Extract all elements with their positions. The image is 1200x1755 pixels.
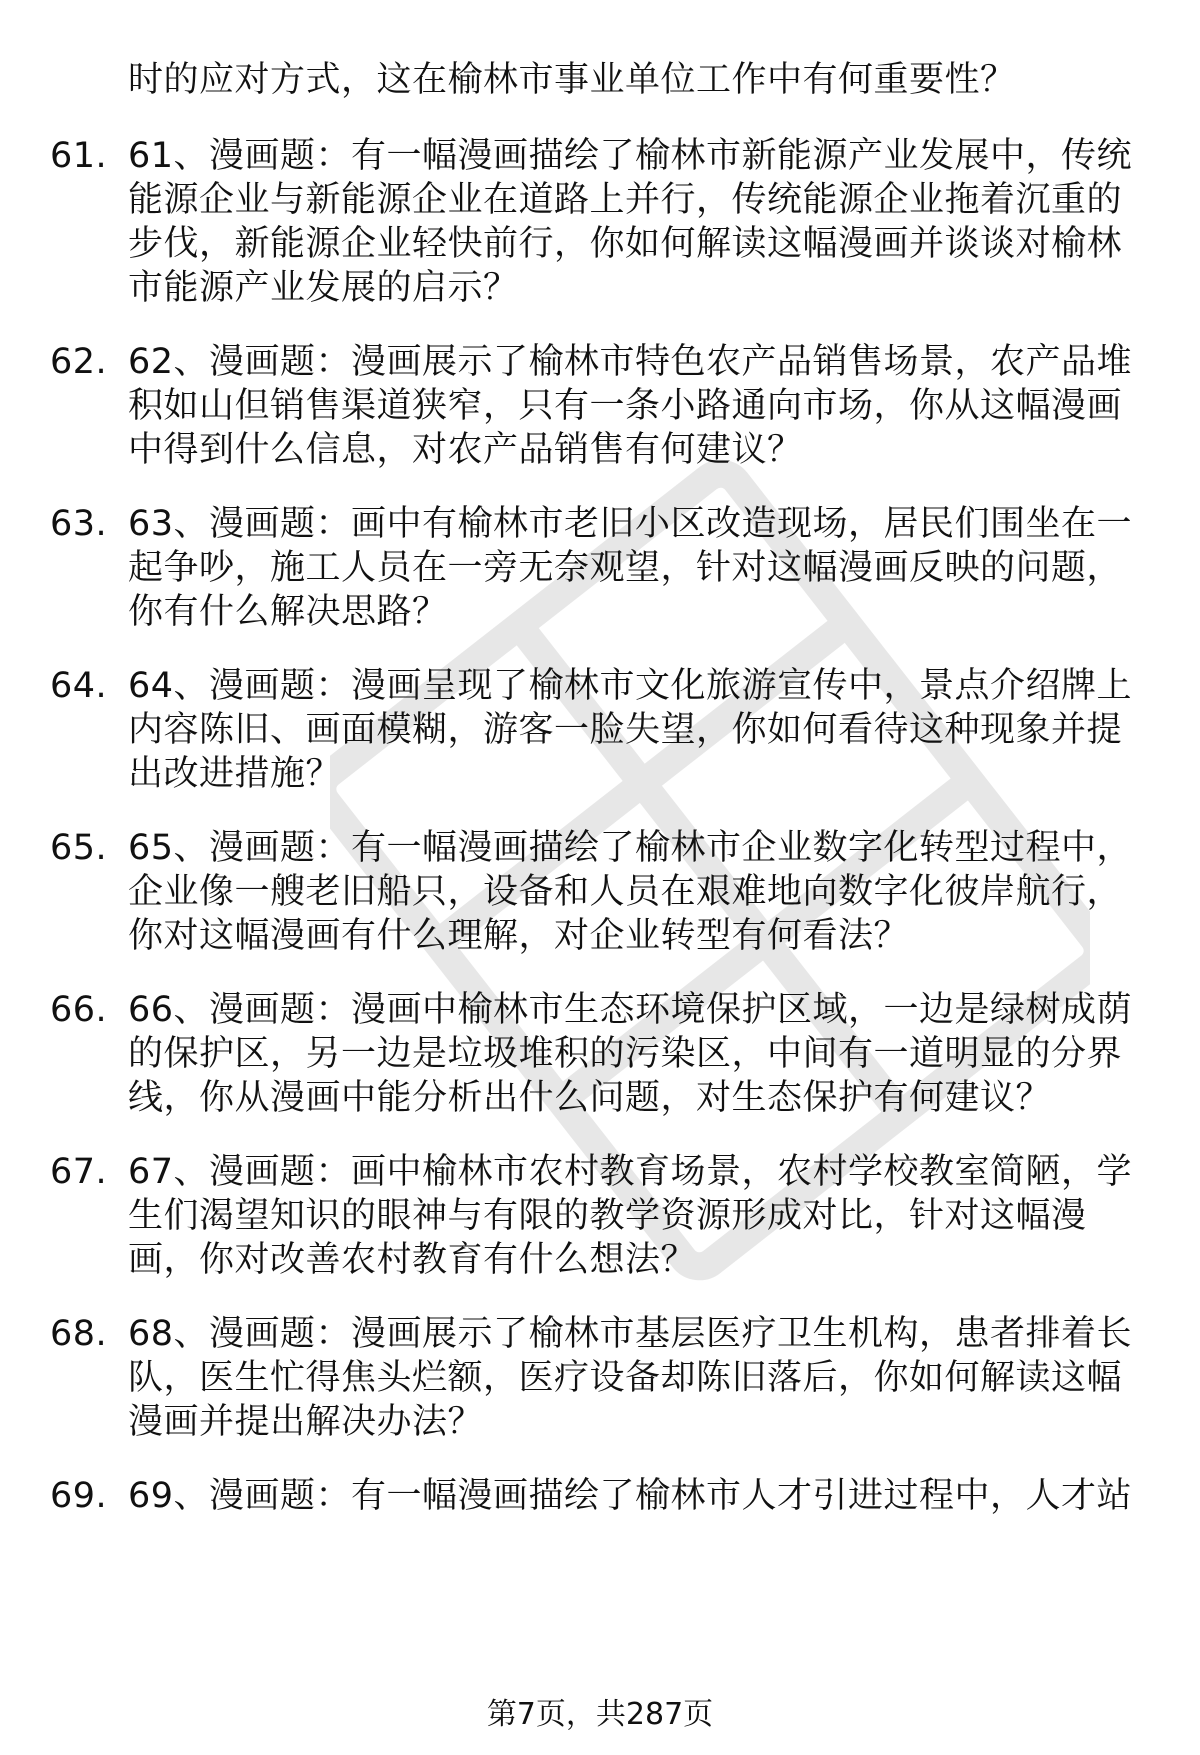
item-number: 63.: [50, 504, 108, 544]
item-number: 68.: [50, 1314, 108, 1354]
item-text: 68、漫画题：漫画展示了榆林市基层医疗卫生机构，患者排着长队，医生忙得焦头烂额，医疗设备却陈旧落后，你如何解读这幅漫画并提出解决办法？: [128, 1314, 1133, 1442]
page-footer: 第7页，共287页: [486, 1697, 714, 1732]
item-text: 69、漫画题：有一幅漫画描绘了榆林市人才引进过程中，人才站: [128, 1476, 1133, 1516]
item-text: 64、漫画题：漫画呈现了榆林市文化旅游宣传中，景点介绍牌上内容陈旧、画面模糊，游客一脸失望，你如何看待这种现象并提出改进措施？: [128, 666, 1133, 794]
item-number: 61.: [50, 136, 108, 176]
item-number: 64.: [50, 666, 108, 706]
item-text: 66、漫画题：漫画中榆林市生态环境保护区域，一边是绿树成荫的保护区，另一边是垃圾堆积的污染区，中间有一道明显的分界线，你从漫画中能分析出什么问题，对生态保护有何建议？: [128, 990, 1133, 1118]
item-text: 62、漫画题：漫画展示了榆林市特色农产品销售场景，农产品堆积如山但销售渠道狭窄，只有一条小路通向市场，你从这幅漫画中得到什么信息，对农产品销售有何建议？: [128, 342, 1133, 470]
item-text: 61、漫画题：有一幅漫画描绘了榆林市新能源产业发展中，传统能源企业与新能源企业在道路上并行，传统能源企业拖着沉重的步伐，新能源企业轻快前行，你如何解读这幅漫画并谈谈对榆林市能源产业发展的启示？: [128, 136, 1133, 308]
item-number: 65.: [50, 828, 108, 868]
item-number: 62.: [50, 342, 108, 382]
item-text: 65、漫画题：有一幅漫画描绘了榆林市企业数字化转型过程中，企业像一艘老旧船只，设备和人员在艰难地向数字化彼岸航行，你对这幅漫画有什么理解，对企业转型有何看法？: [128, 828, 1133, 956]
item-number: 69.: [50, 1476, 108, 1516]
continued-text: 时的应对方式，这在榆林市事业单位工作中有何重要性？: [128, 60, 1016, 100]
item-text: 67、漫画题：画中榆林市农村教育场景，农村学校教室简陋，学生们渴望知识的眼神与有限的教学资源形成对比，针对这幅漫画，你对改善农村教育有什么想法？: [128, 1152, 1133, 1280]
item-number: 67.: [50, 1152, 108, 1192]
item-text: 63、漫画题：画中有榆林市老旧小区改造现场，居民们围坐在一起争吵，施工人员在一旁无奈观望，针对这幅漫画反映的问题，你有什么解决思路？: [128, 504, 1133, 632]
item-number: 66.: [50, 990, 108, 1030]
